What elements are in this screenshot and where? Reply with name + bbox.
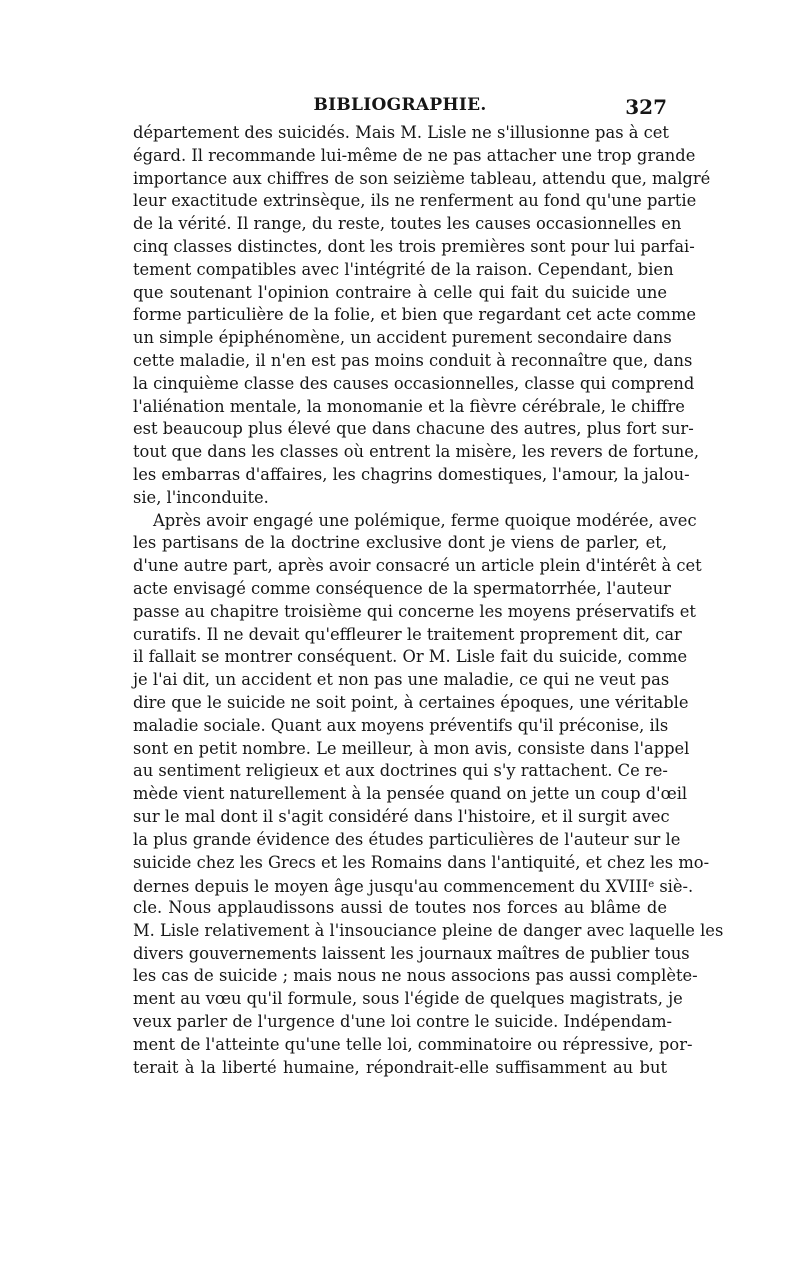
- page-number: 327: [625, 95, 667, 119]
- text-line: divers gouvernements laissent les journaux maîtres de publier tous: [133, 943, 690, 963]
- text-line: que soutenant l'opinion contraire à celle qui fait du suicide une: [133, 282, 667, 302]
- paragraph-1: [133, 122, 711, 510]
- text-line: un simple épiphénomène, un accident purement secondaire dans: [133, 328, 672, 348]
- text-line: maladie sociale. Quant aux moyens préventifs qu'il préconise, ils: [133, 715, 669, 735]
- text-line: sont en petit nombre. Le meilleur, à mon avis, consiste dans l'appel: [133, 738, 690, 758]
- text-line: égard. Il recommande lui-même de ne pas attacher une trop grande: [133, 145, 696, 165]
- text-line: est beaucoup plus élevé que dans chacune des autres, plus fort sur-: [133, 419, 694, 439]
- text-line: cette maladie, il n'en est pas moins conduit à reconnaître que, dans: [133, 350, 693, 370]
- running-title: BIBLIOGRAPHIE.: [313, 95, 487, 115]
- text-line: de la vérité. Il range, du reste, toutes les causes occasionnelles en: [133, 214, 682, 234]
- text-line: il fallait se montrer conséquent. Or M. Lisle fait du suicide, comme: [133, 647, 688, 667]
- body-text: [133, 122, 724, 1079]
- text-line: les cas de suicide ; mais nous ne nous associons pas aussi complète-: [133, 966, 698, 986]
- text-line: la cinquième classe des causes occasionnelles, classe qui comprend: [133, 373, 695, 393]
- text-span: siè-.: [654, 877, 694, 897]
- text-line: sur le mal dont il s'agit considéré dans l'histoire, et il surgit avec: [133, 806, 670, 826]
- text-line: d'une autre part, après avoir consacré un article plein d'intérêt à cet: [133, 556, 702, 576]
- text-line: tement compatibles avec l'intégrité de la raison. Cependant, bien: [133, 259, 674, 279]
- text-line: forme particulière de la folie, et bien que regardant cet acte comme: [133, 305, 697, 325]
- text-line: cle. Nous applaudissons aussi de toutes nos forces au blâme de: [133, 898, 667, 918]
- text-line: importance aux chiffres de son seizième tableau, attendu que, malgré: [133, 168, 711, 188]
- text-line: département des suicidés. Mais M. Lisle ne s'illusionne pas à cet: [133, 123, 669, 142]
- text-line: l'aliénation mentale, la monomanie et la fièvre cérébrale, le chiffre: [133, 396, 685, 416]
- text-line: ment au vœu qu'il formule, sous l'égide de quelques magistrats, je: [133, 989, 683, 1009]
- text-line: terait à la liberté humaine, répondrait-elle suffisamment au but: [133, 1057, 667, 1077]
- text-line: sie, l'inconduite.: [133, 487, 269, 507]
- text-line: curatifs. Il ne devait qu'effleurer le traitement proprement dit, car: [133, 624, 682, 644]
- text-line: cinq classes distinctes, dont les trois premières sont pour lui parfai-: [133, 236, 695, 256]
- text-span: dernes depuis le moyen âge jusqu'au commencement du XVIII: [133, 877, 649, 897]
- text-line: tout que dans les classes où entrent la misère, les revers de fortune,: [133, 442, 700, 462]
- text-line: passe au chapitre troisième qui concerne les moyens préservatifs et: [133, 601, 696, 621]
- text-line: M. Lisle relativement à l'insouciance pleine de danger avec laquelle les: [133, 920, 724, 940]
- text-line: ment de l'atteinte qu'une telle loi, comminatoire ou répressive, por-: [133, 1034, 693, 1054]
- text-line: Après avoir engagé une polémique, ferme quoique modérée, avec: [153, 510, 697, 530]
- text-line: mède vient naturellement à la pensée quand on jette un coup d'œil: [133, 784, 688, 804]
- text-line: je l'ai dit, un accident et non pas une maladie, ce qui ne veut pas: [133, 670, 670, 690]
- text-line: au sentiment religieux et aux doctrines qui s'y rattachent. Ce re-: [133, 761, 668, 781]
- text-line: veux parler de l'urgence d'une loi contre le suicide. Indépendam-: [133, 1012, 673, 1032]
- text-line: la plus grande évidence des études particulières de l'auteur sur le: [133, 829, 681, 849]
- running-header: [133, 95, 667, 119]
- text-line: suicide chez les Grecs et les Romains dans l'antiquité, et chez les mo-: [133, 852, 710, 872]
- text-line: dire que le suicide ne soit point, à certaines époques, une véritable: [133, 692, 689, 712]
- paragraph-2: [133, 510, 724, 1080]
- superscript: e: [648, 879, 655, 891]
- text-line: leur exactitude extrinsèque, ils ne renferment au fond qu'une partie: [133, 191, 697, 211]
- text-line-with-century: [133, 874, 694, 897]
- text-line: les partisans de la doctrine exclusive dont je viens de parler, et,: [133, 533, 667, 553]
- text-line: acte envisagé comme conséquence de la spermatorrhée, l'auteur: [133, 578, 671, 598]
- text-line: les embarras d'affaires, les chagrins domestiques, l'amour, la jalou-: [133, 464, 690, 484]
